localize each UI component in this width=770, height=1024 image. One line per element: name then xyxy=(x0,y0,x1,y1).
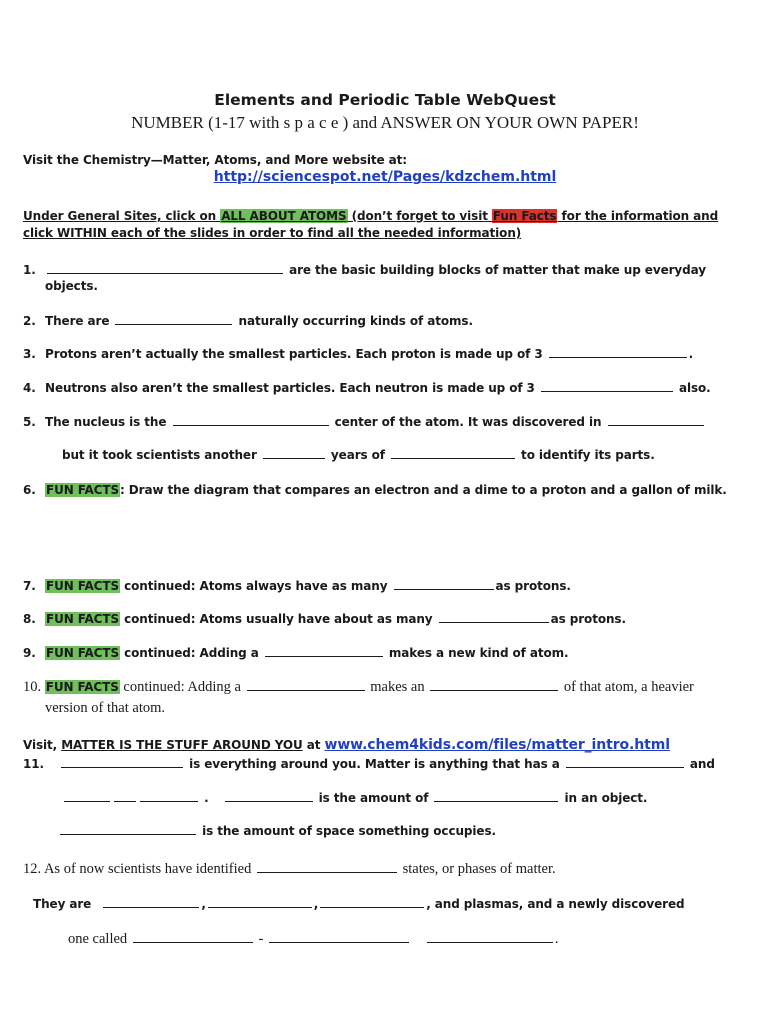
question-number: 5. xyxy=(23,415,36,429)
answer-blank xyxy=(394,578,494,590)
question-text: and xyxy=(685,757,715,771)
answer-blank xyxy=(247,679,365,691)
instruction-part-c: for the information and xyxy=(557,209,719,223)
question-number: 1. xyxy=(23,263,36,277)
answer-blank xyxy=(61,756,183,768)
question-text: 12. As of now scientists have identified xyxy=(23,861,255,877)
question-number: 4. xyxy=(23,381,36,395)
question-6 xyxy=(23,483,727,497)
question-text: also. xyxy=(674,381,711,395)
all-about-atoms-highlight: ALL ABOUT ATOMS xyxy=(221,209,347,223)
answer-blank xyxy=(391,447,515,459)
question-number: 8. xyxy=(23,612,36,626)
question-text: in an object. xyxy=(560,791,648,805)
question-text: continued: Atoms usually have about as many xyxy=(120,612,437,626)
answer-blank xyxy=(225,790,313,802)
answer-blank xyxy=(430,679,558,691)
answer-blank xyxy=(47,262,283,274)
answer-blank xyxy=(173,414,329,426)
answer-blank xyxy=(269,931,409,943)
question-text: states, or phases of matter. xyxy=(398,861,556,877)
question-text: Protons aren’t actually the smallest particles. Each proton is made up of 3 xyxy=(45,347,547,361)
answer-blank xyxy=(257,861,397,873)
question-12-line-2 xyxy=(33,896,685,911)
answer-blank xyxy=(541,380,673,392)
question-text: There are xyxy=(45,314,114,328)
question-text: makes an xyxy=(366,679,429,695)
answer-blank xyxy=(114,790,136,802)
page-subtitle: NUMBER (1-17 with s p a c e ) and ANSWER ON YOUR OWN PAPER! xyxy=(131,113,639,132)
answer-blank xyxy=(265,645,383,657)
question-text: : Draw the diagram that compares an electron and a dime to a proton and a gallon of milk. xyxy=(120,483,727,497)
question-text: Neutrons also aren’t the smallest particles. Each neutron is made up of 3 xyxy=(45,381,539,395)
question-4 xyxy=(23,380,711,395)
question-text: as protons. xyxy=(495,579,571,593)
fun-facts-badge: FUN FACTS xyxy=(46,612,120,626)
question-text: . xyxy=(688,347,694,361)
question-11-line-3 xyxy=(58,823,496,838)
question-10-continued: version of that atom. xyxy=(45,700,166,716)
fun-facts-badge: FUN FACTS xyxy=(45,680,119,694)
question-10 xyxy=(23,679,694,696)
question-12-line-3 xyxy=(68,931,559,948)
chem4kids-link[interactable]: www.chem4kids.com/files/matter_intro.html xyxy=(324,737,670,753)
question-5 xyxy=(23,414,706,429)
instruction-part-a: Under General Sites, click on xyxy=(23,209,221,223)
question-2 xyxy=(23,313,473,328)
answer-blank xyxy=(566,756,684,768)
question-number: 6. xyxy=(23,483,36,497)
answer-blank xyxy=(427,931,553,943)
question-9 xyxy=(23,645,569,660)
answer-blank xyxy=(439,611,549,623)
question-number: 7. xyxy=(23,579,36,593)
page-title: Elements and Periodic Table WebQuest xyxy=(214,91,556,109)
question-text: is the amount of xyxy=(314,791,433,805)
question-text: of that atom, a heavier xyxy=(560,679,694,695)
question-text: . xyxy=(200,791,209,805)
question-1-continued: objects. xyxy=(45,279,98,293)
question-text: . xyxy=(554,931,559,947)
question-7 xyxy=(23,578,571,593)
question-text: , xyxy=(201,897,206,911)
answer-blank xyxy=(103,896,199,908)
question-text: makes a new kind of atom. xyxy=(384,646,569,660)
question-8 xyxy=(23,611,626,626)
question-number: 3. xyxy=(23,347,36,361)
question-text: , and plasmas, and a newly discovered xyxy=(426,897,685,911)
question-number: 11. xyxy=(23,757,44,771)
question-text: but it took scientists another xyxy=(62,448,261,462)
fun-facts-badge: FUN FACTS xyxy=(46,483,120,497)
question-text: The nucleus is the xyxy=(45,415,171,429)
answer-blank xyxy=(608,414,704,426)
question-text: - xyxy=(254,931,267,947)
answer-blank xyxy=(64,790,110,802)
question-text: continued: Atoms always have as many xyxy=(120,579,392,593)
question-text: as protons. xyxy=(550,612,626,626)
site-title: MATTER IS THE STUFF AROUND YOU xyxy=(61,738,303,752)
question-text: is everything around you. Matter is anything that has a xyxy=(185,757,564,771)
fun-facts-badge: FUN FACTS xyxy=(46,646,120,660)
answer-blank xyxy=(549,346,687,358)
question-text: years of xyxy=(326,448,389,462)
answer-blank xyxy=(320,896,424,908)
instruction-line-2: click WITHIN each of the slides in order to find all the needed information) xyxy=(23,226,522,240)
question-3 xyxy=(23,346,693,361)
fun-facts-badge: FUN FACTS xyxy=(46,579,120,593)
question-text: They are xyxy=(33,897,96,911)
question-text: naturally occurring kinds of atoms. xyxy=(234,314,473,328)
question-11-line-2 xyxy=(62,790,647,805)
question-text: , xyxy=(313,897,319,911)
instruction-line-1 xyxy=(23,209,718,223)
answer-blank xyxy=(60,823,196,835)
question-11 xyxy=(23,756,715,771)
question-5-continued xyxy=(62,447,655,462)
question-text: center of the atom. It was discovered in xyxy=(330,415,606,429)
question-number: 2. xyxy=(23,314,36,328)
visit-text: Visit, xyxy=(23,738,62,752)
answer-blank xyxy=(263,447,325,459)
question-12 xyxy=(23,861,556,878)
answer-blank xyxy=(208,896,312,908)
question-text: are the basic building blocks of matter that make up everyday xyxy=(285,263,706,277)
visit-text: Visit the Chemistry—Matter, Atoms, and More website at: xyxy=(23,153,407,167)
visit-text: at xyxy=(302,738,325,752)
question-1 xyxy=(23,262,706,277)
fun-facts-highlight: Fun Facts xyxy=(492,209,557,223)
question-text: is the amount of space something occupies. xyxy=(198,824,496,838)
section-2-visit xyxy=(23,737,670,753)
question-text: to identify its parts. xyxy=(516,448,655,462)
answer-blank xyxy=(133,931,253,943)
answer-blank xyxy=(115,313,232,325)
instruction-part-b: (don’t forget to visit xyxy=(347,209,492,223)
question-text: continued: Adding a xyxy=(120,646,263,660)
answer-blank xyxy=(140,790,198,802)
question-number: 9. xyxy=(23,646,36,660)
question-text: one called xyxy=(68,931,131,947)
question-number: 10. xyxy=(23,679,42,695)
website-link[interactable]: http://sciencespot.net/Pages/kdzchem.html xyxy=(213,169,557,185)
question-text: continued: Adding a xyxy=(119,679,245,695)
answer-blank xyxy=(434,790,558,802)
